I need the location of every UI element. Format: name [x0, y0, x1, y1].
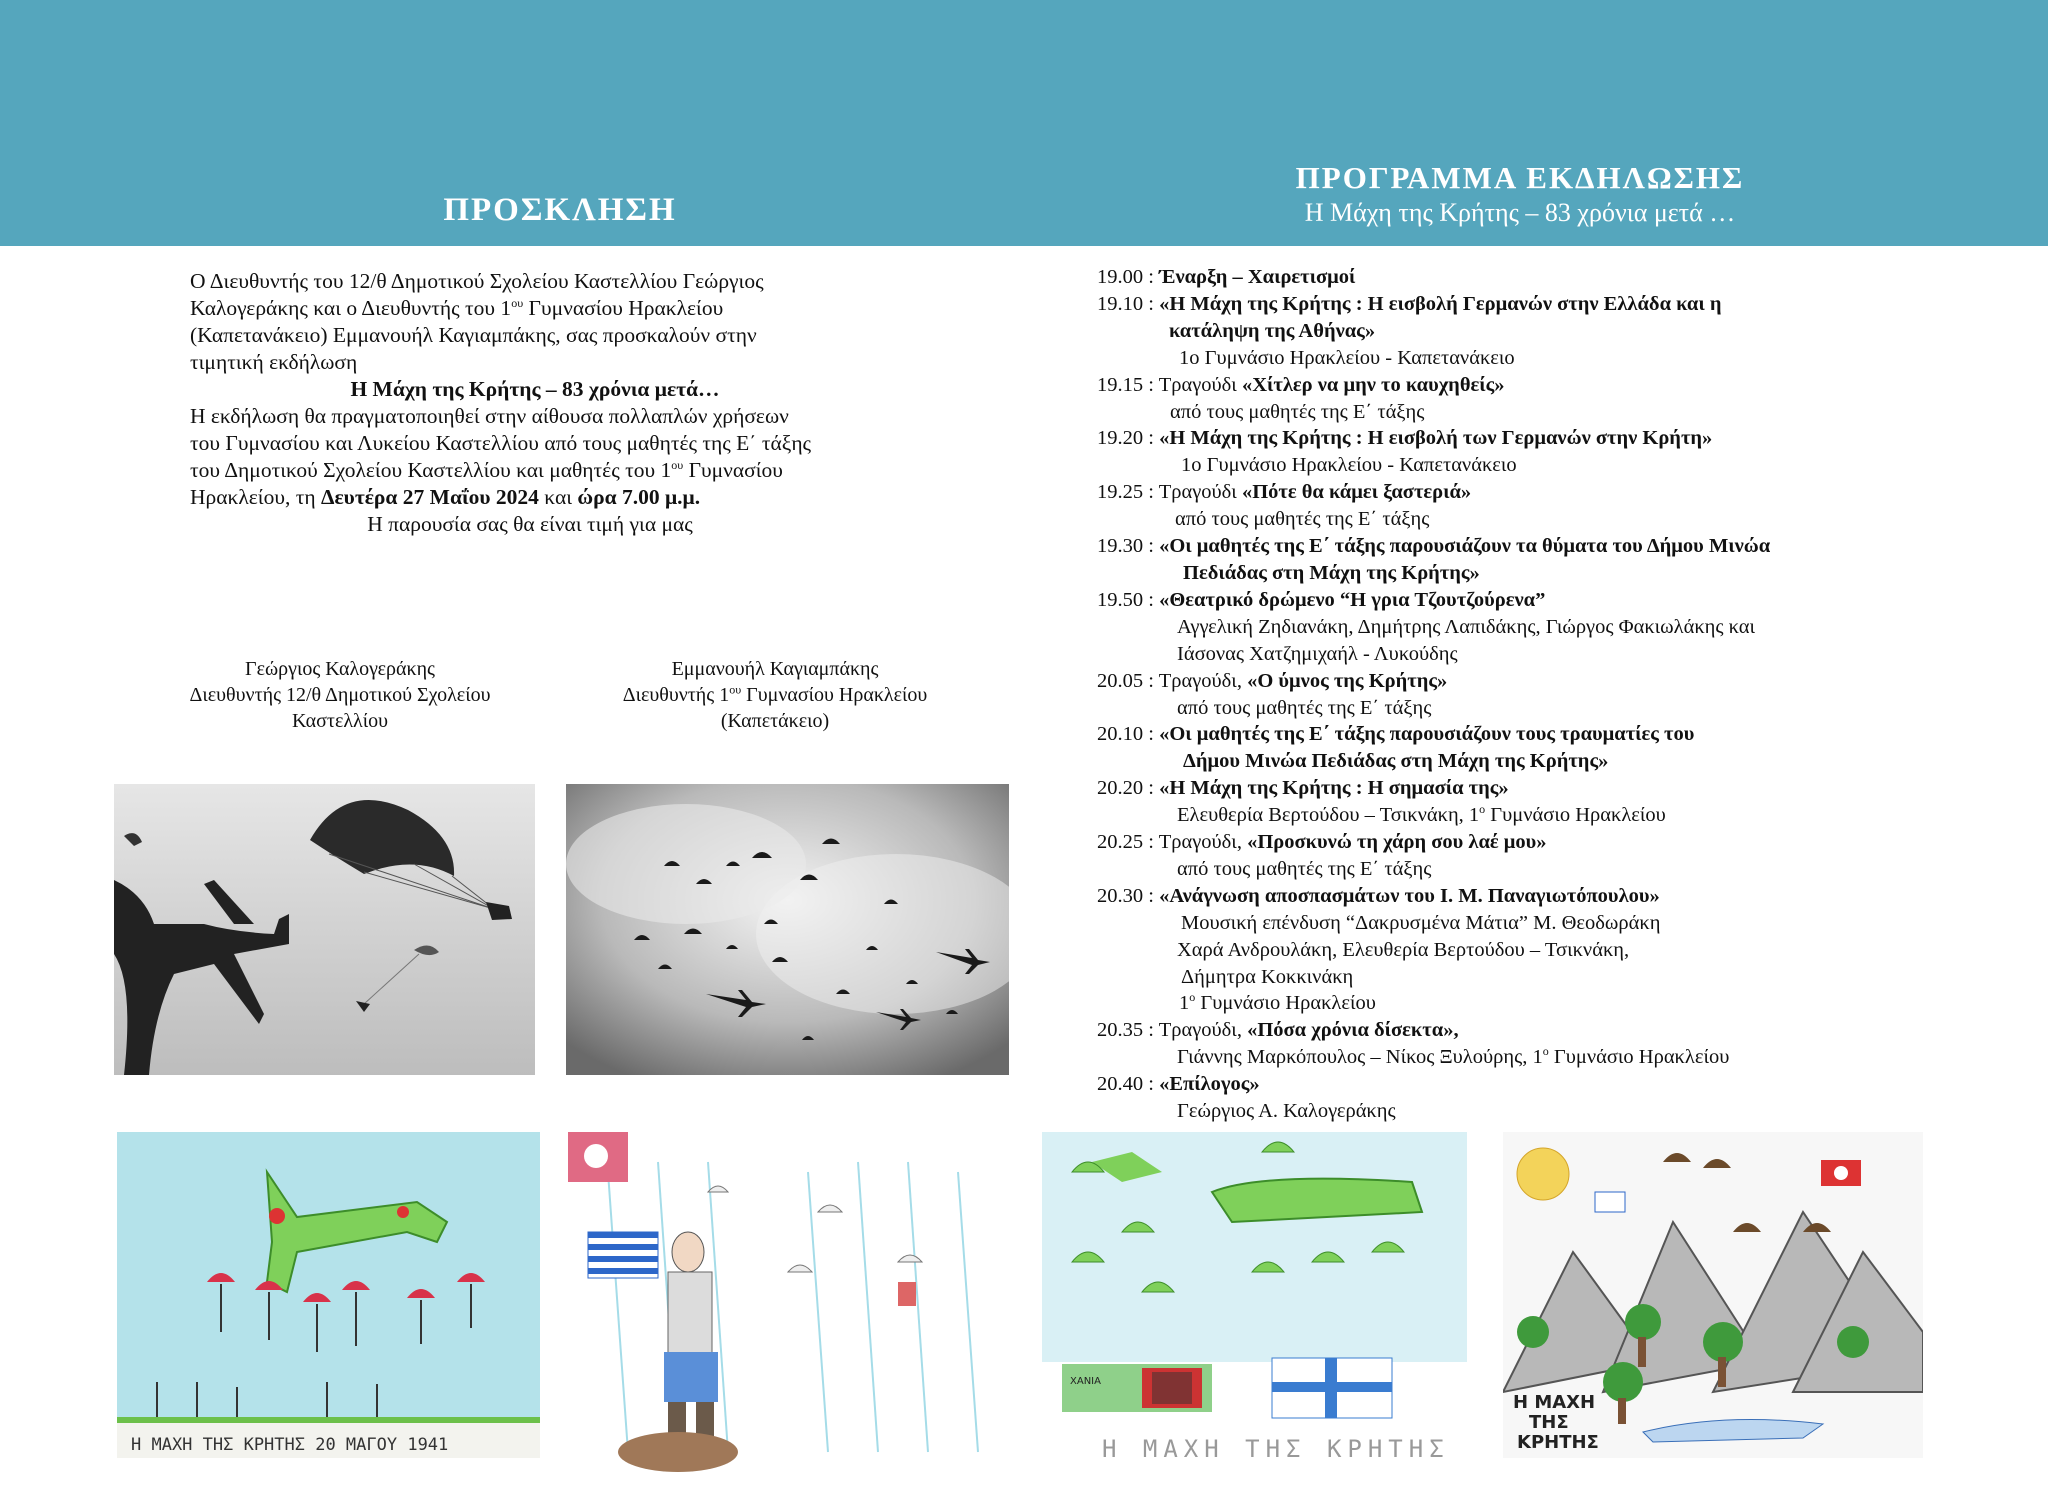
program-item-by: Γιάννης Μαρκόπουλος – Νίκος Ξυλούρης, $1^o$ Γυμνάσιο Ηρακλείου	[1177, 1044, 1730, 1069]
program-item-by: από τους μαθητές της Ε΄ τάξης	[1177, 696, 1432, 719]
program-item: 19.30 : «Οι μαθητές της Ε΄ τάξης παρουσιάζουν τα θύματα του Δήμου Μινώα	[1097, 535, 1771, 558]
event-date-line: Ηρακλείου, τη Δευτέρα 27 Μαΐου 2024 και ώρα 7.00 μ.μ.	[190, 485, 701, 509]
signature-kalogerakis	[160, 656, 520, 734]
signature-name: Γεώργιος Καλογεράκης	[245, 658, 435, 680]
program-item: 20.05 : Τραγούδι, «Ο ύμνος της Κρήτης»	[1097, 669, 1448, 692]
invitation-heading: ΠΡΟΣΚΛΗΣΗ	[443, 192, 677, 228]
drawing-plane-paratroopers	[117, 1132, 540, 1458]
invitation-line: του Γυμνασίου και Λυκείου Καστελλίου από τους μαθητές της Ε΄ τάξης	[190, 431, 812, 455]
program-item-by: από τους μαθητές της Ε΄ τάξης	[1177, 857, 1432, 880]
program-item: 20.35 : Τραγούδι, «Πόσα χρόνια δίσεκτα»,	[1097, 1019, 1459, 1042]
drawing-cretan-fighter	[568, 1132, 1008, 1472]
photo-parachutes-sky	[566, 784, 1009, 1075]
program-item-by: Δήμητρα Κοκκινάκη	[1181, 965, 1354, 988]
program-item-by: Μουσική επένδυση “Δακρυσμένα Μάτια” Μ. Θεοδωράκη	[1181, 911, 1661, 934]
program-item-by: 1ο Γυμνάσιο Ηρακλείου - Καπετανάκειο	[1181, 454, 1517, 477]
program-item-by: Ιάσονας Χατζημιχαήλ - Λυκούδης	[1177, 642, 1458, 665]
invitation-line: τιμητική εκδήλωση	[190, 350, 358, 374]
drawing-caption: Η ΜΑΧΗ ΤΗΣ ΚΡΗΤΗΣ 20 ΜΑΓΟΥ 1941	[131, 1435, 449, 1455]
program-list	[1097, 264, 2017, 1125]
drawing-caption: ΤΗΣ	[1529, 1412, 1569, 1433]
invitation-line: Η εκδήλωση θα πραγματοποιηθεί στην αίθουσα πολλαπλών χρήσεων	[190, 404, 789, 428]
invitation-line: του Δημοτικού Σχολείου Καστελλίου και μαθητές του $1^{o\upsilon}$ Γυμνασίου	[190, 457, 783, 482]
photo-paratroopers-plane	[114, 784, 535, 1075]
program-heading-block	[1160, 160, 1880, 228]
program-item: 19.25 : Τραγούδι «Πότε θα κάμει ξαστεριά»	[1097, 481, 1472, 504]
invitation-text	[190, 268, 930, 538]
program-item-cont: Πεδιάδας στη Μάχη της Κρήτης»	[1183, 561, 1480, 584]
program-item: 20.25 : Τραγούδι, «Προσκυνώ τη χάρη σου λαέ μου»	[1097, 831, 1547, 854]
program-item-cont: κατάληψη της Αθήνας»	[1169, 319, 1376, 342]
event-title: Η Μάχη της Κρήτης – 83 χρόνια μετά…	[350, 377, 720, 401]
program-item-by: από τους μαθητές της Ε΄ τάξης	[1175, 508, 1430, 531]
program-item: 19.10 : «Η Μάχη της Κρήτης : Η εισβολή Γερμανών στην Ελλάδα και η	[1097, 292, 1722, 315]
program-item-by: 1ο Γυμνάσιο Ηρακλείου - Καπετανάκειο	[1179, 346, 1515, 369]
signature-role: Διευθυντής 12/θ Δημοτικού Σχολείου	[189, 684, 491, 706]
program-item-by: Ελευθερία Βερτούδου – Τσικνάκη, $1^o$ Γυμνάσιο Ηρακλείου	[1177, 802, 1666, 827]
signature-kagiampakis	[595, 656, 955, 734]
program-item: 19.15 : Τραγούδι «Χίτλερ να μην το καυχηθείς»	[1097, 373, 1505, 396]
invitation-line: Καλογεράκης και ο Διευθυντής του $1^{o\upsilon}$ Γυμνασίου Ηρακλείου	[190, 295, 724, 320]
signature-role: Διευθυντής $1^{o\upsilon}$ Γυμνασίου Ηρακλείου	[622, 682, 928, 706]
program-item-by: Χαρά Ανδρουλάκη, Ελευθερία Βερτούδου – Τσικνάκη,	[1177, 938, 1630, 961]
drawing-mountains	[1503, 1132, 1923, 1458]
program-item-by: Γεώργιος Α. Καλογεράκης	[1177, 1100, 1396, 1123]
program-heading: ΠΡΟΓΡΑΜΜΑ ΕΚΔΗΛΩΣΗΣ	[1295, 160, 1745, 195]
program-item: 20.40 : «Επίλογος»	[1097, 1073, 1260, 1096]
program-item: 20.30 : «Ανάγνωση αποσπασμάτων του Ι. Μ. Παναγιωτόπουλου»	[1097, 884, 1660, 907]
invitation-line: Ο Διευθυντής του 12/θ Δημοτικού Σχολείου Καστελλίου Γεώργιος	[190, 269, 764, 293]
invitation-closing: Η παρουσία σας θα είναι τιμή για μας	[367, 512, 693, 536]
signature-name: Εμμανουήλ Καγιαμπάκης	[671, 658, 879, 680]
drawing-caption: Η ΜΑΧΗ	[1513, 1392, 1596, 1413]
program-item: 20.20 : «Η Μάχη της Κρήτης : Η σημασία της»	[1097, 777, 1509, 800]
program-item: 19.50 : «Θεατρικό δρώμενο “Η γρια Τζουτζούρενα”	[1097, 588, 1546, 611]
invitation-line: (Καπετανάκειο) Εμμανουήλ Καγιαμπάκης, σας προσκαλούν στην	[190, 323, 757, 347]
program-item: 20.10 : «Οι μαθητές της Ε΄ τάξης παρουσιάζουν τους τραυματίες του	[1097, 723, 1695, 746]
program-item: 19.00 : Έναρξη – Χαιρετισμοί	[1097, 266, 1356, 288]
program-item-cont: Δήμου Μινώα Πεδιάδας στη Μάχη της Κρήτης»	[1183, 750, 1609, 773]
drawing-caption-chania: ΧΑΝΙΑ	[1070, 1376, 1101, 1387]
drawing-green-parachutes	[1042, 1132, 1467, 1466]
signature-place: Καστελλίου	[291, 710, 389, 732]
program-item-by: από τους μαθητές της Ε΄ τάξης	[1170, 400, 1425, 423]
program-item-by: $1^o$ Γυμνάσιο Ηρακλείου	[1179, 990, 1376, 1015]
program-item: 19.20 : «Η Μάχη της Κρήτης : Η εισβολή των Γερμανών στην Κρήτη»	[1097, 427, 1713, 450]
drawing-caption: ΚΡΗΤΗΣ	[1517, 1432, 1599, 1453]
drawing-caption: Η ΜΑΧΗ ΤΗΣ ΚΡΗΤΗΣ	[1102, 1435, 1450, 1463]
program-item-by: Αγγελική Ζηδιανάκη, Δημήτρης Λαπιδάκης, Γιώργος Φακιωλάκης και	[1177, 615, 1756, 638]
program-subheading: Η Μάχη της Κρήτης – 83 χρόνια μετά …	[1304, 198, 1736, 227]
signature-place: (Καπετάκειο)	[720, 710, 830, 732]
